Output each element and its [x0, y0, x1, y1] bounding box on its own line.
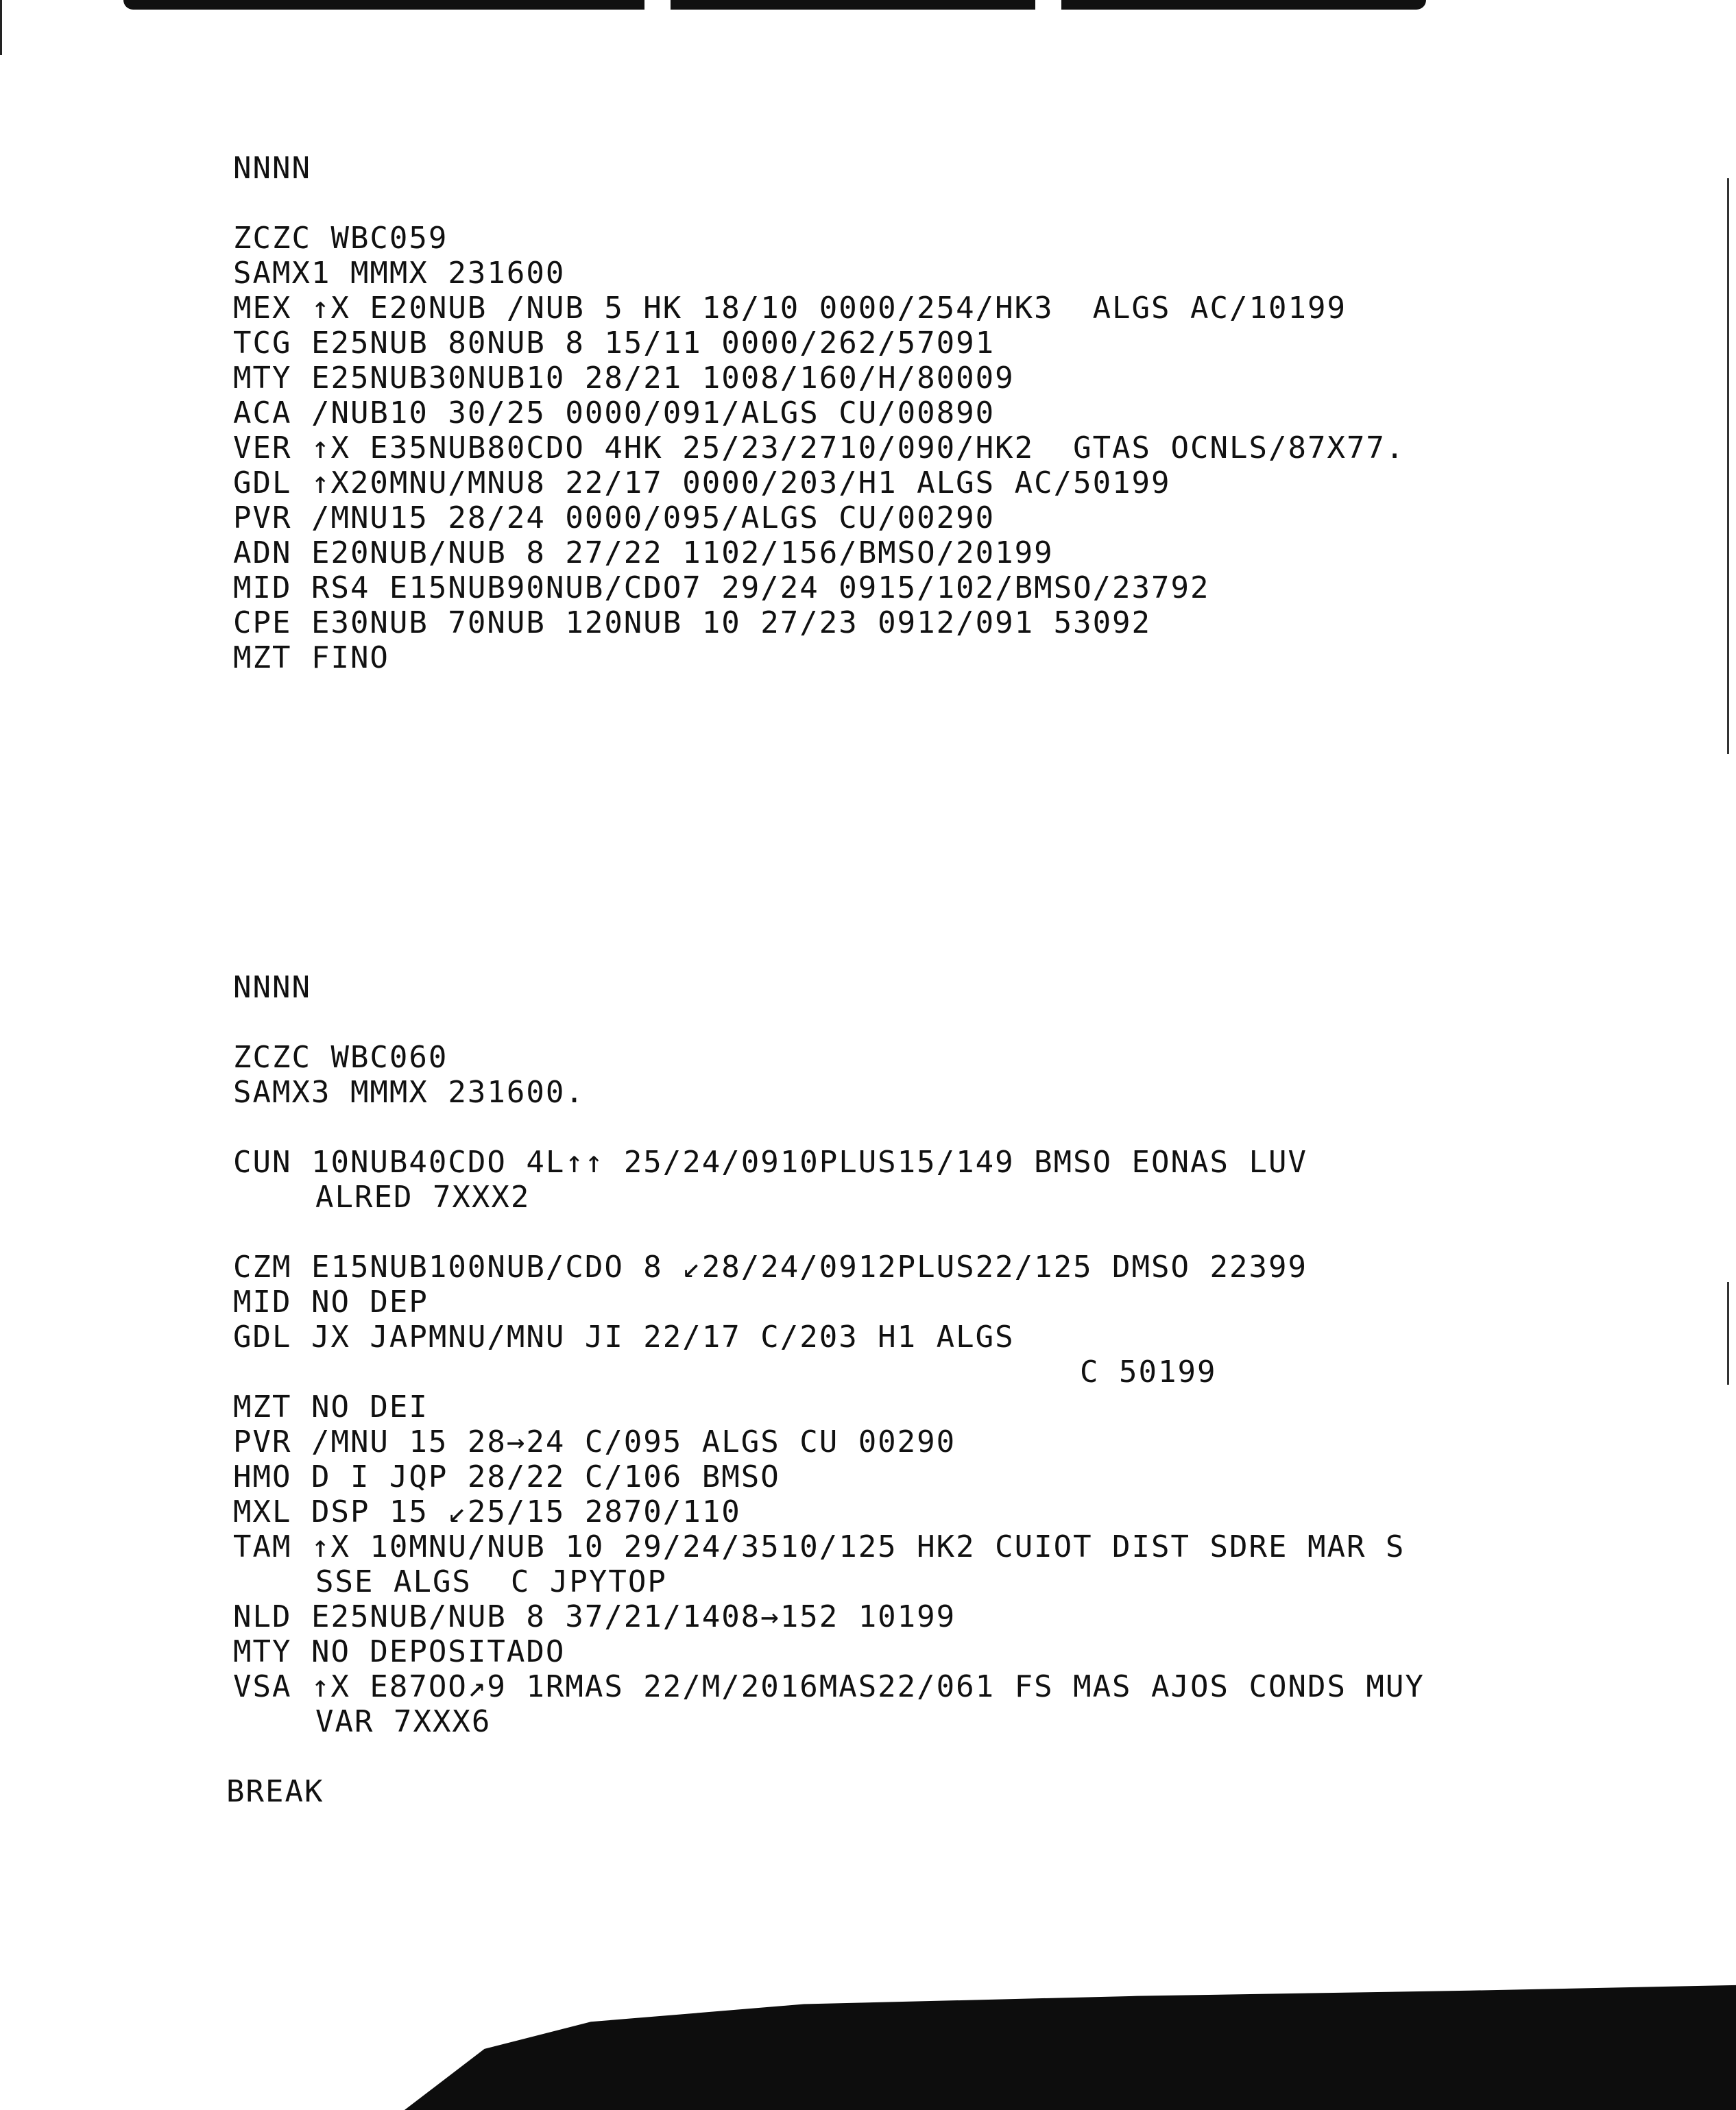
end-marker: NNNN [233, 970, 311, 1005]
station-report-continuation: C 50199 [1080, 1355, 1217, 1390]
station-report: GDL JX JAPMNU/MNU JI 22/17 C/203 H1 ALGS [233, 1320, 1015, 1355]
scan-edge-top [123, 0, 1426, 10]
station-report: MEX ↑X E20NUB /NUB 5 HK 18/10 0000/254/HK3 ALGS AC/10199 [233, 291, 1347, 326]
bulletin-id: SAMX1 MMMX 231600 [233, 256, 566, 291]
station-report-continuation: VAR 7XXX6 [315, 1704, 492, 1739]
break-marker: BREAK [226, 1774, 324, 1809]
station-report: NLD E25NUB/NUB 8 37/21/1408→152 10199 [233, 1599, 956, 1634]
end-marker: NNNN [233, 151, 311, 186]
station-report: ADN E20NUB/NUB 8 27/22 1102/156/BMSO/20199 [233, 535, 1054, 570]
station-report: GDL ↑X20MNU/MNU8 22/17 0000/203/H1 ALGS AC/50199 [233, 465, 1171, 500]
scan-edge-left [0, 0, 2, 55]
station-report: HMO D I JQP 28/22 C/106 BMSO [233, 1459, 780, 1494]
station-report-continuation: ALRED 7XXX2 [315, 1180, 531, 1215]
station-report: MTY E25NUB30NUB10 28/21 1008/160/H/80009 [233, 361, 1015, 396]
station-report: PVR /MNU15 28/24 0000/095/ALGS CU/00290 [233, 500, 996, 535]
station-report-continuation: SSE ALGS C JPYTOP [315, 1564, 667, 1599]
scan-edge-right [1727, 178, 1729, 754]
station-report: CPE E30NUB 70NUB 120NUB 10 27/23 0912/091 53092 [233, 605, 1152, 640]
station-report: TAM ↑X 10MNU/NUB 10 29/24/3510/125 HK2 CUIOT DIST SDRE MAR S [233, 1529, 1406, 1564]
station-report: MTY NO DEPOSITADO [233, 1634, 566, 1669]
station-report: VSA ↑X E87OO↗9 1RMAS 22/M/2016MAS22/061 FS MAS AJOS CONDS MUY [233, 1669, 1425, 1704]
message-header: ZCZC WBC060 [233, 1040, 448, 1075]
scan-edge-bottom [405, 1974, 1736, 2110]
station-report: PVR /MNU 15 28→24 C/095 ALGS CU 00290 [233, 1424, 956, 1459]
station-report: MZT FINO [233, 640, 389, 675]
station-report: CZM E15NUB100NUB/CDO 8 ↙28/24/0912PLUS22/125 DMSO 22399 [233, 1250, 1307, 1285]
station-report: MID RS4 E15NUB90NUB/CDO7 29/24 0915/102/BMSO/23792 [233, 570, 1210, 605]
station-report: VER ↑X E35NUB80CDO 4HK 25/23/2710/090/HK2 GTAS OCNLS/87X77. [233, 431, 1406, 465]
station-report: ACA /NUB10 30/25 0000/091/ALGS CU/00890 [233, 396, 996, 431]
station-report: MXL DSP 15 ↙25/15 2870/110 [233, 1494, 741, 1529]
station-report: MID NO DEP [233, 1285, 429, 1320]
bulletin-id: SAMX3 MMMX 231600. [233, 1075, 585, 1110]
teletype-printout [226, 151, 1536, 1809]
message-header: ZCZC WBC059 [233, 221, 448, 256]
station-report: TCG E25NUB 80NUB 8 15/11 0000/262/57091 [233, 326, 996, 361]
scan-edge-right [1727, 1282, 1729, 1385]
station-report: CUN 10NUB40CDO 4L↑↑ 25/24/0910PLUS15/149 BMSO EONAS LUV [233, 1145, 1307, 1180]
station-report: MZT NO DEI [233, 1390, 429, 1424]
